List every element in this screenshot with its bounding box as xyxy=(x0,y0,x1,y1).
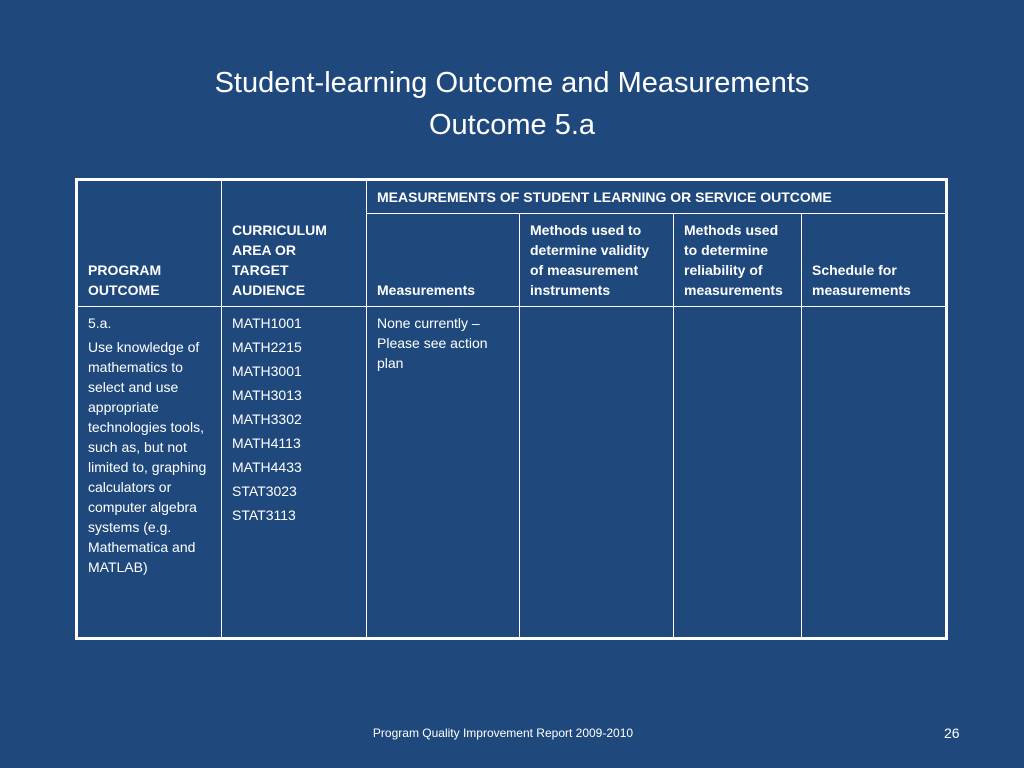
page-number: 26 xyxy=(944,725,960,741)
outcome-table xyxy=(75,178,948,640)
list-item: MATH1001 xyxy=(232,315,302,331)
list-item: MATH4113 xyxy=(232,435,301,451)
header-measurements: Measurements xyxy=(367,214,520,307)
header-schedule: Schedule for measurements xyxy=(802,214,947,307)
title-line-1: Student-learning Outcome and Measurements xyxy=(214,67,810,99)
header-curriculum: CURRICULUM AREA OR TARGET AUDIENCE xyxy=(222,180,367,307)
cell-schedule xyxy=(802,307,947,639)
list-item: MATH3013 xyxy=(232,387,302,403)
list-item: MATH4433 xyxy=(232,459,302,475)
table-row xyxy=(77,307,947,639)
header-validity: Methods used to determine validity of measurement instruments xyxy=(520,214,674,307)
list-item: MATH3302 xyxy=(232,411,302,427)
outcome-text: Use knowledge of mathematics to select and use appropriate technologies tools, such as, but not limited to, graphing calculators or computer algebra systems (e.g. Mathematica and MATLAB) xyxy=(88,339,207,575)
header-reliability: Methods used to determine reliability of measurements xyxy=(674,214,802,307)
cell-measurements: None currently – Please see action plan xyxy=(367,307,520,639)
course-list xyxy=(232,313,356,525)
header-measurements-group: MEASUREMENTS OF STUDENT LEARNING OR SERVICE OUTCOME xyxy=(367,180,947,214)
cell-validity xyxy=(520,307,674,639)
list-item: MATH3001 xyxy=(232,363,302,379)
cell-reliability xyxy=(674,307,802,639)
header-program-outcome: PROGRAM OUTCOME xyxy=(77,180,222,307)
slide-footer: Program Quality Improvement Report 2009-2010 xyxy=(372,726,634,740)
slide-title xyxy=(0,62,1024,146)
list-item: STAT3023 xyxy=(232,483,297,499)
outcome-id: 5.a. xyxy=(88,315,112,331)
cell-program-outcome xyxy=(77,307,222,639)
list-item: STAT3113 xyxy=(232,507,296,523)
cell-curriculum xyxy=(222,307,367,639)
list-item: MATH2215 xyxy=(232,339,302,355)
title-line-2: Outcome 5.a xyxy=(428,109,596,141)
